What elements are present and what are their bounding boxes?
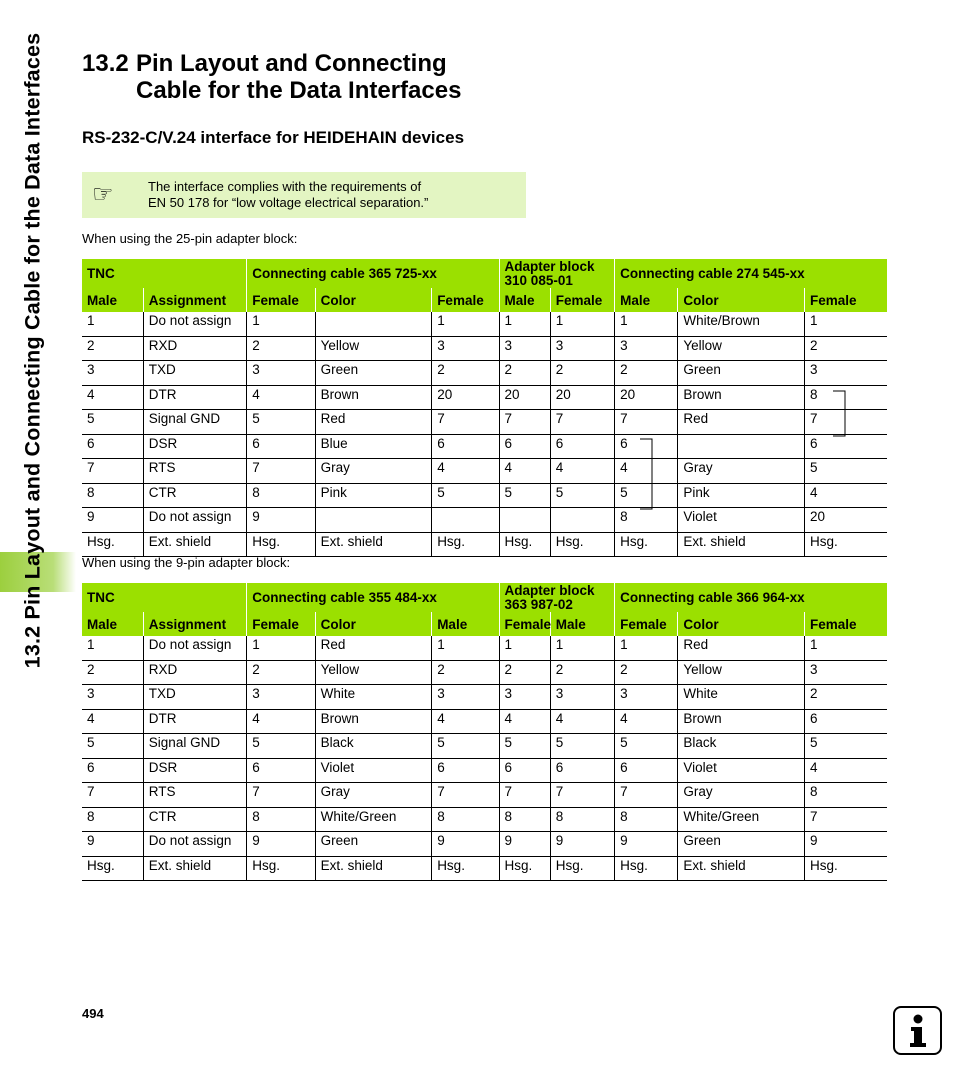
table-cell: 6	[432, 758, 499, 783]
table-cell: 1	[432, 636, 499, 660]
column-header: Female	[805, 612, 888, 636]
table-cell: 20	[615, 385, 678, 410]
table-cell: Black	[315, 734, 432, 759]
note-line-2: EN 50 178 for “low voltage electrical separation.”	[148, 195, 429, 210]
adapter-line-2: 310 085-01	[504, 272, 573, 288]
group-cable-a: Connecting cable 365 725-xx	[247, 259, 499, 288]
title-line-1: Pin Layout and Connecting	[136, 50, 447, 77]
table-row	[82, 312, 887, 336]
info-glyph	[903, 1013, 933, 1049]
table-cell: 5	[247, 734, 315, 759]
table-row	[82, 832, 887, 857]
table-cell: DSR	[143, 434, 247, 459]
table-cell: Green	[315, 832, 432, 857]
group-cable-b: Connecting cable 274 545-xx	[615, 259, 887, 288]
table-cell: 4	[615, 709, 678, 734]
table-row	[82, 783, 887, 808]
note-text	[148, 179, 428, 211]
column-header: Color	[678, 612, 805, 636]
table-row	[82, 709, 887, 734]
table-cell: TXD	[143, 685, 247, 710]
table-cell: 9	[247, 832, 315, 857]
table-row	[82, 685, 887, 710]
bracket-right	[833, 391, 845, 436]
table-cell: 7	[82, 459, 143, 484]
table-cell: 6	[550, 434, 614, 459]
table-cell: White	[678, 685, 805, 710]
table-cell: 6	[82, 758, 143, 783]
table-cell: RTS	[143, 783, 247, 808]
table-row	[82, 660, 887, 685]
adapter-line-1: Adapter block	[504, 582, 595, 598]
table-cell: Hsg.	[432, 856, 499, 881]
table-cell: 5	[499, 734, 550, 759]
table-cell: Brown	[678, 709, 805, 734]
adapter-line-1: Adapter block	[504, 258, 595, 274]
table-cell: 1	[805, 636, 888, 660]
table-cell: 6	[615, 434, 678, 459]
table-cell: 3	[805, 660, 888, 685]
table-cell	[432, 508, 499, 533]
table-cell: Ext. shield	[143, 532, 247, 557]
pin-table-9	[82, 583, 887, 881]
table-cell: 7	[499, 783, 550, 808]
table-cell: DTR	[143, 385, 247, 410]
column-header: Assignment	[143, 612, 247, 636]
table-cell: 3	[499, 685, 550, 710]
table-cell: Green	[678, 832, 805, 857]
column-header: Female	[499, 612, 550, 636]
column-header: Female	[247, 288, 315, 312]
column-header: Female	[247, 612, 315, 636]
table-cell: 2	[615, 660, 678, 685]
table-cell: 1	[247, 636, 315, 660]
table-cell: 4	[550, 459, 614, 484]
title-line-2: Cable for the Data Interfaces	[136, 77, 462, 104]
table-cell: 4	[805, 483, 888, 508]
table-cell: 6	[247, 758, 315, 783]
table-cell	[499, 508, 550, 533]
table-cell: 3	[247, 685, 315, 710]
table-cell: 7	[550, 783, 614, 808]
column-header: Male	[615, 288, 678, 312]
table-cell: Gray	[315, 459, 432, 484]
section-number: 13.2	[82, 50, 129, 77]
table-cell: 20	[805, 508, 888, 533]
table-row	[82, 807, 887, 832]
side-section-title-text: 13.2 Pin Layout and Connecting Cable for the Data Interfaces	[20, 32, 45, 668]
table-cell: Hsg.	[615, 532, 678, 557]
table-cell: 6	[247, 434, 315, 459]
table-cell: Gray	[315, 783, 432, 808]
side-section-title	[7, 32, 59, 668]
table-row	[82, 636, 887, 660]
table-cell: 9	[615, 832, 678, 857]
table-cell: Yellow	[315, 660, 432, 685]
adapter-line-2: 363 987-02	[504, 596, 573, 612]
table-cell: 4	[82, 709, 143, 734]
table-cell: 7	[82, 783, 143, 808]
info-icon[interactable]	[893, 1006, 942, 1055]
table-cell: Violet	[678, 758, 805, 783]
table-cell: Green	[315, 361, 432, 386]
table-cell: 8	[82, 483, 143, 508]
table-cell: 9	[432, 832, 499, 857]
table-cell: 3	[550, 336, 614, 361]
column-header: Color	[678, 288, 805, 312]
table-cell: 4	[499, 459, 550, 484]
note-line-1: The interface complies with the requirements of	[148, 179, 422, 194]
table-row	[82, 336, 887, 361]
table-cell: Black	[678, 734, 805, 759]
table-cell: 1	[82, 312, 143, 336]
pointing-hand-icon: ☞	[92, 180, 114, 208]
table-cell: 20	[550, 385, 614, 410]
table-cell: Do not assign	[143, 312, 247, 336]
table-cell: White/Green	[315, 807, 432, 832]
table-cell: 8	[615, 508, 678, 533]
table-cell: Red	[678, 636, 805, 660]
table-cell: RXD	[143, 336, 247, 361]
table-cell: Hsg.	[615, 856, 678, 881]
table-cell: Hsg.	[247, 532, 315, 557]
table-cell: 7	[432, 783, 499, 808]
table-cell: 6	[432, 434, 499, 459]
table-cell: 2	[499, 361, 550, 386]
table-cell: 7	[247, 783, 315, 808]
table-row	[82, 758, 887, 783]
table-cell: 2	[615, 361, 678, 386]
table-cell: 2	[82, 336, 143, 361]
table-cell: 8	[550, 807, 614, 832]
table-cell: Red	[315, 636, 432, 660]
table-cell: 7	[499, 410, 550, 435]
table-cell: 2	[432, 660, 499, 685]
column-header-row	[82, 612, 887, 636]
table-cell: 4	[247, 709, 315, 734]
table-cell: 6	[82, 434, 143, 459]
table-cell: 9	[805, 832, 888, 857]
table-cell: 1	[247, 312, 315, 336]
column-header: Male	[499, 288, 550, 312]
table-cell: DTR	[143, 709, 247, 734]
table-cell: 5	[82, 410, 143, 435]
column-header: Female	[550, 288, 614, 312]
table-cell: 9	[82, 832, 143, 857]
table-cell: Gray	[678, 783, 805, 808]
table-cell: 5	[550, 734, 614, 759]
table-cell: 3	[82, 361, 143, 386]
table-cell: Brown	[315, 709, 432, 734]
table-cell: 3	[432, 685, 499, 710]
table-cell: 5	[805, 459, 888, 484]
column-header: Male	[82, 612, 143, 636]
column-header: Female	[805, 288, 888, 312]
table-cell: 3	[615, 336, 678, 361]
table-cell: 4	[432, 709, 499, 734]
column-header: Male	[550, 612, 614, 636]
table-cell: RTS	[143, 459, 247, 484]
column-header: Color	[315, 288, 432, 312]
table-cell	[315, 508, 432, 533]
table-cell: 5	[615, 734, 678, 759]
table-cell: 8	[805, 783, 888, 808]
table-cell: Brown	[678, 385, 805, 410]
table-cell: 6	[805, 709, 888, 734]
table-cell: 1	[805, 312, 888, 336]
table-cell	[315, 312, 432, 336]
table-cell: 5	[432, 734, 499, 759]
page-number: 494	[82, 1006, 104, 1021]
table-cell: Violet	[678, 508, 805, 533]
table-cell: 2	[805, 336, 888, 361]
table-cell: Ext. shield	[315, 856, 432, 881]
table-cell: Hsg.	[550, 532, 614, 557]
table-cell: Hsg.	[432, 532, 499, 557]
table-cell: 4	[82, 385, 143, 410]
table-cell: 5	[805, 734, 888, 759]
table-cell: 3	[432, 336, 499, 361]
table-cell: 4	[247, 385, 315, 410]
table-cell: Red	[315, 410, 432, 435]
table-cell: 7	[615, 783, 678, 808]
group-adapter	[499, 259, 615, 288]
table-cell: 4	[550, 709, 614, 734]
table-cell: Hsg.	[82, 532, 143, 557]
table-cell: 9	[499, 832, 550, 857]
table-cell: 6	[615, 758, 678, 783]
table-cell: Hsg.	[247, 856, 315, 881]
table-cell: Ext. shield	[143, 856, 247, 881]
table-cell: Hsg.	[499, 532, 550, 557]
table-cell: Red	[678, 410, 805, 435]
table-cell: Gray	[678, 459, 805, 484]
table-cell: White	[315, 685, 432, 710]
table-cell: 2	[550, 660, 614, 685]
table-cell: Hsg.	[82, 856, 143, 881]
table-cell: 7	[805, 807, 888, 832]
table-cell: 3	[82, 685, 143, 710]
table-cell: 8	[499, 807, 550, 832]
table-cell: Ext. shield	[678, 856, 805, 881]
table-cell: 6	[499, 434, 550, 459]
table-cell: Blue	[315, 434, 432, 459]
table-cell: 4	[432, 459, 499, 484]
table-cell: Hsg.	[499, 856, 550, 881]
table-body	[82, 636, 887, 881]
table-cell: 7	[247, 459, 315, 484]
table-cell: 2	[550, 361, 614, 386]
table-cell: Yellow	[315, 336, 432, 361]
table-cell: 5	[82, 734, 143, 759]
table-cell: 4	[805, 758, 888, 783]
column-header: Male	[432, 612, 499, 636]
group-tnc: TNC	[82, 259, 247, 288]
table-cell: Pink	[315, 483, 432, 508]
table-cell: 3	[247, 361, 315, 386]
table-cell: Hsg.	[550, 856, 614, 881]
table-cell: 9	[82, 508, 143, 533]
table-cell: 3	[499, 336, 550, 361]
column-header: Female	[615, 612, 678, 636]
table-cell: 1	[550, 312, 614, 336]
table-cell: 3	[805, 361, 888, 386]
table-cell: Signal GND	[143, 410, 247, 435]
table-cell: 2	[432, 361, 499, 386]
table-cell: 1	[499, 636, 550, 660]
table-cell: 8	[247, 807, 315, 832]
table-cell: 3	[615, 685, 678, 710]
table-cell: 6	[499, 758, 550, 783]
table-cell: 2	[82, 660, 143, 685]
table-cell: Signal GND	[143, 734, 247, 759]
table-cell: Pink	[678, 483, 805, 508]
table-cell: 4	[615, 459, 678, 484]
table-cell: 7	[550, 410, 614, 435]
table2-caption: When using the 9-pin adapter block:	[82, 555, 291, 570]
table-cell: 2	[247, 336, 315, 361]
table-cell: CTR	[143, 807, 247, 832]
table-cell: 20	[499, 385, 550, 410]
table-cell: 5	[550, 483, 614, 508]
table-cell: 1	[615, 636, 678, 660]
column-header: Male	[82, 288, 143, 312]
table-cell: RXD	[143, 660, 247, 685]
table-cell: 9	[550, 832, 614, 857]
group-cable-b: Connecting cable 366 964-xx	[615, 583, 887, 612]
table-cell: 8	[247, 483, 315, 508]
table-cell: White/Green	[678, 807, 805, 832]
table-cell: 20	[432, 385, 499, 410]
table-cell: 5	[432, 483, 499, 508]
wiring-bracket-lines	[630, 382, 850, 517]
table-cell: Do not assign	[143, 636, 247, 660]
table-cell: 2	[499, 660, 550, 685]
group-tnc: TNC	[82, 583, 247, 612]
table-cell: 8	[82, 807, 143, 832]
table-cell: 5	[247, 410, 315, 435]
table-cell: DSR	[143, 758, 247, 783]
column-header-row	[82, 288, 887, 312]
table-cell: Brown	[315, 385, 432, 410]
table-cell: 5	[615, 483, 678, 508]
table-cell: Yellow	[678, 336, 805, 361]
table-cell: Violet	[315, 758, 432, 783]
table-cell: 1	[499, 312, 550, 336]
table-cell: 1	[82, 636, 143, 660]
table-cell: 5	[499, 483, 550, 508]
table-cell: 7	[432, 410, 499, 435]
page-title	[82, 50, 461, 104]
note-box	[82, 172, 526, 218]
table-cell: 8	[432, 807, 499, 832]
table-row	[82, 856, 887, 881]
table-row	[82, 734, 887, 759]
table-cell: White/Brown	[678, 312, 805, 336]
table-cell: 2	[247, 660, 315, 685]
column-header: Color	[315, 612, 432, 636]
table-row	[82, 532, 887, 557]
subsection-title: RS-232-C/V.24 interface for HEIDEHAIN devices	[82, 128, 465, 147]
table-cell: Hsg.	[805, 856, 888, 881]
table-cell: Yellow	[678, 660, 805, 685]
column-header: Assignment	[143, 288, 247, 312]
table-cell: Ext. shield	[315, 532, 432, 557]
table-cell: 1	[615, 312, 678, 336]
table-cell: 9	[247, 508, 315, 533]
table-cell: Hsg.	[805, 532, 888, 557]
table1-caption: When using the 25-pin adapter block:	[82, 231, 298, 246]
table-cell: 3	[550, 685, 614, 710]
table-cell: Ext. shield	[678, 532, 805, 557]
table-cell: TXD	[143, 361, 247, 386]
table-cell: CTR	[143, 483, 247, 508]
table-cell: 4	[499, 709, 550, 734]
table-cell: 7	[805, 410, 888, 435]
table-cell: 2	[805, 685, 888, 710]
table-cell: Green	[678, 361, 805, 386]
table-cell: 1	[550, 636, 614, 660]
table-cell: 8	[615, 807, 678, 832]
table-cell: Do not assign	[143, 508, 247, 533]
table-cell: 6	[805, 434, 888, 459]
column-header: Female	[432, 288, 499, 312]
table-cell: 7	[615, 410, 678, 435]
table-cell	[550, 508, 614, 533]
table-cell: 1	[432, 312, 499, 336]
table-cell: 6	[550, 758, 614, 783]
group-cable-a: Connecting cable 355 484-xx	[247, 583, 499, 612]
table-cell: 8	[805, 385, 888, 410]
group-adapter	[499, 583, 615, 612]
bracket-left	[640, 439, 652, 509]
table-cell: Do not assign	[143, 832, 247, 857]
